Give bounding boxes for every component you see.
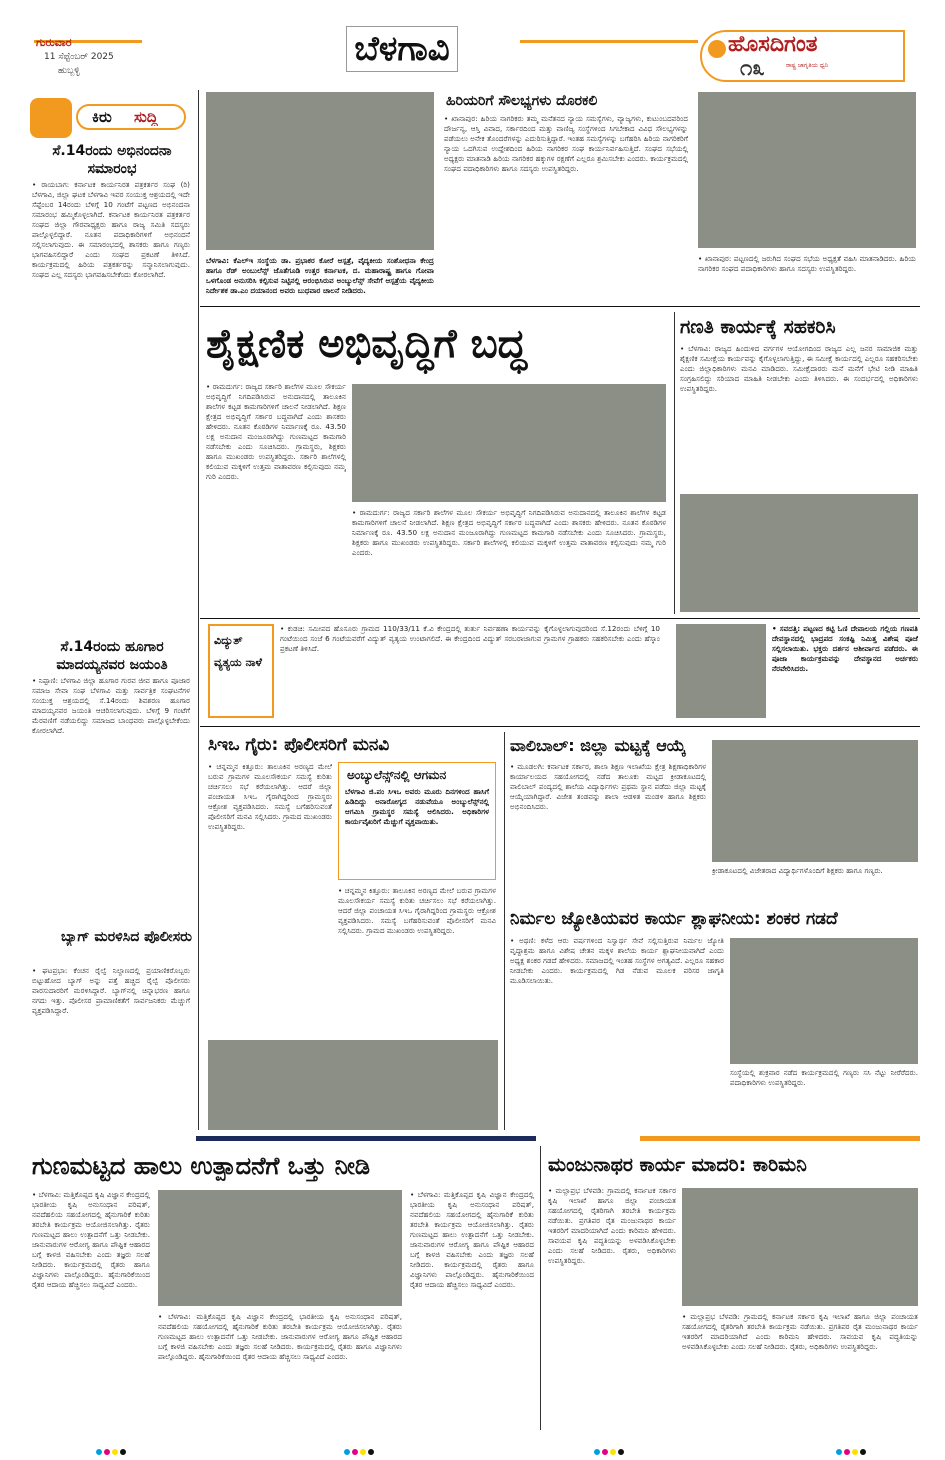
article-ganati: • ಬೆಳಗಾವಿ: ರಾಜ್ಯದ ಹಿಂದುಳಿದ ವರ್ಗಗಳ ಆಯೋಗದಿಂದ ರಾಜ್ಯದ ಎಲ್ಲ ಜನರ ಸಾಮಾಜಿಕ ಮತ್ತು ಶೈಕ್ಷಣಿಕ ಸಮೀಕ್ಷೆಯ ಕಾರ್ಯವನ್ನು ಕೈಗೊಳ್ಳಲಾಗುತ್ತಿದ್ದು, ಈ ಸಮೀಕ್ಷೆ ಕಾರ್ಯದಲ್ಲಿ ಎಲ್ಲರೂ ಸಹಕರಿಸಬೇಕು ಎಂದು ಜಿಲ್ಲಾಧಿಕಾರಿಗಳು ಮನವಿ ಮಾಡಿದರು. ಸಮೀಕ್ಷೆದಾರರು ಮನೆ ಮನೆಗೆ ಭೇಟಿ ನೀಡಿ ಮಾಹಿತಿ ಸಂಗ್ರಹಿಸಲಿದ್ದು ಸರಿಯಾದ ಮಾಹಿತಿ ನೀಡಬೇಕು ಎಂದು ತಿಳಿಸಿದರು. ಈ ಸಂದರ್ಭದಲ್ಲಿ ಅಧಿಕಾರಿಗಳು ಉಪಸ್ಥಿತರಿದ್ದರು.	[680, 344, 918, 393]
headline-volleyball: ವಾಲಿಬಾಲ್: ಜಿಲ್ಲಾ ಮಟ್ಟಕ್ಕೆ ಆಯ್ಕೆ	[510, 736, 687, 755]
edition-name: ಬೆಳಗಾವಿ	[354, 29, 450, 69]
ambulance-caption: ಬೆಳಗಾವಿ: ಕೆಎಲ್‌ಇ ಸಂಸ್ಥೆಯ ಡಾ. ಪ್ರಭಾಕರ ಕೋರೆ ಆಸ್ಪತ್ರೆ, ವೈದ್ಯಕೀಯ ಸಂಶೋಧನಾ ಕೇಂದ್ರ ಹಾಗೂ ರೆಡ್ ಅಂಬುಲೆನ್ಸ್ ಜೊತೆಗೂಡಿ ಉತ್ತರ ಕರ್ನಾಟಕ, ದ. ಮಹಾರಾಷ್ಟ್ರ ಹಾಗೂ ಗೋವಾ ಒಳಗೊಂಡ ಅನುಸರಿಸಿ ಕಲ್ಪಿಸುವ ನಿಟ್ಟಿನಲ್ಲಿ ಆರಂಭಿಸಿರುವ ಅಂಬ್ಯುಲೆನ್ಸ್ ಸೇವೆಗೆ ಆಸ್ಪತ್ರೆಯ ವೈದ್ಯಕೀಯ ನಿರ್ದೇಶಕ ಡಾ.ಎಂ ದಯಾನಂದ ಅವರು ಬುಧವಾರ ಚಾಲನೆ ನೀಡಿದರು.	[206, 256, 434, 295]
article-gunamatta-col3: • ಬೆಳಗಾವಿ: ಮತ್ತಿಕೊಪ್ಪದ ಕೃಷಿ ವಿಜ್ಞಾನ ಕೇಂದ್ರದಲ್ಲಿ ಭಾರತೀಯ ಕೃಷಿ ಅನುಸಂಧಾನ ಪರಿಷತ್, ನವದೆಹಲಿಯ ಸಹಯೋಗದಲ್ಲಿ ಹೈನುಗಾರಿಕೆ ಕುರಿತು ತರಬೇತಿ ಕಾರ್ಯಕ್ರಮ ಆಯೋಜಿಸಲಾಗಿತ್ತು. ರೈತರು ಗುಣಮಟ್ಟದ ಹಾಲು ಉತ್ಪಾದನೆಗೆ ಒತ್ತು ನೀಡಬೇಕು. ಜಾನುವಾರುಗಳ ಆರೋಗ್ಯ ಹಾಗೂ ಪೌಷ್ಟಿಕ ಆಹಾರದ ಬಗ್ಗೆ ಕಾಳಜಿ ವಹಿಸಬೇಕು ಎಂದು ತಜ್ಞರು ಸಲಹೆ ನೀಡಿದರು. ಕಾರ್ಯಕ್ರಮದಲ್ಲಿ ರೈತರು ಹಾಗೂ ವಿಜ್ಞಾನಿಗಳು ಪಾಲ್ಗೊಂಡಿದ್ದರು. ಹೈನುಗಾರಿಕೆಯಿಂದ ರೈತರ ಆದಾಯ ಹೆಚ್ಚಿಸಲು ಸಾಧ್ಯವಿದೆ ಎಂದರು.	[410, 1190, 534, 1289]
manjunath-photo	[682, 1188, 918, 1306]
logo-emblem-icon	[708, 40, 726, 58]
volleyball-caption: ಕ್ರೀಡಾಕೂಟದಲ್ಲಿ ವಿಜೇತರಾದ ವಿದ್ಯಾರ್ಥಿಗಳೊಂದಿಗೆ ಶಿಕ್ಷಕರು ಹಾಗೂ ಗಣ್ಯರು.	[712, 866, 883, 875]
headline-bag: ಬ್ಯಾಗ್ ಮರಳಿಸಿದ ಪೊಲೀಸರು	[60, 929, 192, 945]
column-divider	[198, 90, 199, 1130]
ganati-photo	[680, 494, 918, 612]
logo-text: ಹೊಸದಿಗಂತ	[728, 32, 818, 57]
article-manjunath-cont: • ಮಲ್ಲಾಪ್ರಭ ಬೆಳವಡಿ: ಗ್ರಾಮದಲ್ಲಿ ಕರ್ನಾಟಕ ಸರ್ಕಾರ ಕೃಷಿ ಇಲಾಖೆ ಹಾಗೂ ಜಿಲ್ಲಾ ಪಂಚಾಯತ ಸಹಯೋಗದಲ್ಲಿ ರೈತರಿಗಾಗಿ ತರಬೇತಿ ಕಾರ್ಯಕ್ರಮ ನಡೆಯಿತು. ಪ್ರಗತಿಪರ ರೈತ ಮಂಜುನಾಥರ ಕಾರ್ಯ ಇತರರಿಗೆ ಮಾದರಿಯಾಗಿದೆ ಎಂದು ಕಾರಿಮನಿ ಹೇಳಿದರು. ಸಾವಯವ ಕೃಷಿ ಪದ್ಧತಿಯನ್ನು ಅಳವಡಿಸಿಕೊಳ್ಳಬೇಕು ಎಂದು ಸಲಹೆ ನೀಡಿದರು. ರೈತರು, ಅಧಿಕಾರಿಗಳು ಉಪಸ್ಥಿತರಿದ್ದರು.	[682, 1312, 918, 1351]
kirusuddi-prefix: ಕಿರು	[92, 108, 112, 126]
headline-abhinandane: ಸೆ.14ರಂದು ಅಭಿನಂದನಾ ಸಮಾರಂಭ	[52, 143, 172, 177]
masthead-day: ಗುರುವಾರ	[36, 36, 72, 49]
article-gunamatta: • ಬೆಳಗಾವಿ: ಮತ್ತಿಕೊಪ್ಪದ ಕೃಷಿ ವಿಜ್ಞಾನ ಕೇಂದ್ರದಲ್ಲಿ ಭಾರತೀಯ ಕೃಷಿ ಅನುಸಂಧಾನ ಪರಿಷತ್, ನವದೆಹಲಿಯ ಸಹಯೋಗದಲ್ಲಿ ಹೈನುಗಾರಿಕೆ ಕುರಿತು ತರಬೇತಿ ಕಾರ್ಯಕ್ರಮ ಆಯೋಜಿಸಲಾಗಿತ್ತು. ರೈತರು ಗುಣಮಟ್ಟದ ಹಾಲು ಉತ್ಪಾದನೆಗೆ ಒತ್ತು ನೀಡಬೇಕು. ಜಾನುವಾರುಗಳ ಆರೋಗ್ಯ ಹಾಗೂ ಪೌಷ್ಟಿಕ ಆಹಾರದ ಬಗ್ಗೆ ಕಾಳಜಿ ವಹಿಸಬೇಕು ಎಂದು ತಜ್ಞರು ಸಲಹೆ ನೀಡಿದರು. ಕಾರ್ಯಕ್ರಮದಲ್ಲಿ ರೈತರು ಹಾಗೂ ವಿಜ್ಞಾನಿಗಳು ಪಾಲ್ಗೊಂಡಿದ್ದರು. ಹೈನುಗಾರಿಕೆಯಿಂದ ರೈತರ ಆದಾಯ ಹೆಚ್ಚಿಸಲು ಸಾಧ್ಯವಿದೆ ಎಂದರು.	[32, 1190, 150, 1289]
nirmala-caption: ಸಂಸ್ಥೆಯಲ್ಲಿ ಶುಕ್ರವಾರ ನಡೆದ ಕಾರ್ಯಕ್ರಮದಲ್ಲಿ ಗಣ್ಯರು ಸಸಿ ನೆಟ್ಟು ನೀರೆರೆದರು. ಪದಾಧಿಕಾರಿಗಳು ಉಪಸ್ಥಿತರಿದ್ದರು.	[730, 1068, 918, 1087]
page-number: ೧೩	[740, 56, 765, 81]
headline-hoogara: ಸೆ.14ರಂದು ಹೂಗಾರ ಮಾದಯ್ಯನವರ ಜಯಂತಿ	[56, 639, 168, 673]
shaikshanik-photo	[352, 384, 666, 502]
accent-bar	[520, 40, 698, 43]
hand-point-icon	[30, 98, 72, 138]
headline-hiriyar: ಹಿರಿಯರಿಗೆ ಸೌಲಭ್ಯಗಳು ದೊರಕಲಿ	[446, 93, 598, 109]
divider	[200, 306, 920, 307]
article-shaikshanik: • ರಾಮದುರ್ಗ: ರಾಜ್ಯದ ಸರ್ಕಾರಿ ಶಾಲೆಗಳ ಮೂಲ ಸೌಕರ್ಯ ಅಭಿವೃದ್ಧಿಗೆ ನಿಗದಿಪಡಿಸಿರುವ ಅನುದಾನದಲ್ಲಿ ತಾಲೂಕಿನ ಶಾಲೆಗಳ ಕಟ್ಟಡ ಕಾಮಗಾರಿಗಳಿಗೆ ಚಾಲನೆ ನೀಡಲಾಗಿದೆ. ಶಿಕ್ಷಣ ಕ್ಷೇತ್ರದ ಅಭಿವೃದ್ಧಿಗೆ ಸರ್ಕಾರ ಬದ್ಧವಾಗಿದೆ ಎಂದು ಶಾಸಕರು ಹೇಳಿದರು. ನೂತನ ಕೊಠಡಿಗಳ ನಿರ್ಮಾಣಕ್ಕೆ ರೂ. 43.50 ಲಕ್ಷ ಅನುದಾನ ಮಂಜೂರಾಗಿದ್ದು ಗುಣಮಟ್ಟದ ಕಾಮಗಾರಿ ನಡೆಸಬೇಕು ಎಂದು ಸೂಚಿಸಿದರು. ಗ್ರಾಮಸ್ಥರು, ಶಿಕ್ಷಕರು ಹಾಗೂ ಮುಖಂಡರು ಉಪಸ್ಥಿತರಿದ್ದರು. ಸರ್ಕಾರಿ ಶಾಲೆಗಳಲ್ಲಿ ಕಲಿಯುವ ಮಕ್ಕಳಿಗೆ ಉತ್ತಮ ವಾತಾವರಣ ಕಲ್ಪಿಸುವುದು ನಮ್ಮ ಗುರಿ ಎಂದರು.	[206, 382, 346, 481]
article-hiriyar: • ಖಾನಾಪುರ: ಹಿರಿಯ ನಾಗರಿಕರು ತಮ್ಮ ಮನೆತನದ ನ್ಯಾಯ ಸಮಸ್ಯೆಗಳು, ವ್ಯಾಜ್ಯಗಳು, ಕುಟುಂಬದವರಿಂದ ದೌರ್ಜನ್ಯ, ಆಸ್ತಿ ವಿವಾದ, ಸರ್ಕಾರದಿಂದ ಮತ್ತು ವಾಣಿಜ್ಯ ಸಂಸ್ಥೆಗಳಿಂದ ಸಿಗಬೇಕಾದ ವಿವಿಧ ಸೌಲಭ್ಯಗಳನ್ನು ಪಡೆಯಲು ಅನೇಕ ತೊಂದರೆಗಳನ್ನು ಎದುರಿಸುತ್ತಿದ್ದಾರೆ. ಇಂತಹ ಸಮಸ್ಯೆಗಳನ್ನು ಬಗೆಹರಿಸಿ ಹಿರಿಯ ನಾಗರಿಕರಿಗೆ ನ್ಯಾಯ ಒದಗಿಸುವ ಉದ್ದೇಶದಿಂದ ಹಿರಿಯ ನಾಗರಿಕರ ಸಂಘ ಕಾರ್ಯನಿರ್ವಹಿಸುತ್ತಿದೆ. ಸಂಘದ ಸಭೆಯಲ್ಲಿ ಅಧ್ಯಕ್ಷರು ಮಾತನಾಡಿ ಹಿರಿಯ ನಾಗರಿಕರ ಹಕ್ಕುಗಳ ರಕ್ಷಣೆಗೆ ಎಲ್ಲರೂ ಶ್ರಮಿಸಬೇಕು ಎಂದರು. ಕಾರ್ಯಕ್ರಮದಲ್ಲಿ ಸಂಘದ ಪದಾಧಿಕಾರಿಗಳು ಹಾಗೂ ಸದಸ್ಯರು ಉಪಸ್ಥಿತರಿದ್ದರು.	[444, 114, 688, 173]
registration-dots	[344, 1440, 376, 1459]
article-ambulance: ಬೆಳಗಾವಿ ಜಿ.ಪಂ ಸಿಇಒ ಅವರು ಮೂರು ದಿನಗಳಿಂದ ಹಾಸಿಗೆ ಹಿಡಿದಿದ್ದು ಅನಾರೋಗ್ಯದ ನಡುವೆಯೂ ಅಂಬ್ಯುಲೆನ್ಸ್‌ನಲ್ಲಿ ಆಗಮಿಸಿ ಗ್ರಾಮಸ್ಥರ ಸಮಸ್ಯೆ ಆಲಿಸಿದರು. ಅಧಿಕಾರಿಗಳ ಕಾರ್ಯವೈಖರಿಗೆ ಮೆಚ್ಚುಗೆ ವ್ಯಕ್ತವಾಯಿತು.	[345, 787, 489, 826]
article-manjunath: • ಮಲ್ಲಾಪ್ರಭ ಬೆಳವಡಿ: ಗ್ರಾಮದಲ್ಲಿ ಕರ್ನಾಟಕ ಸರ್ಕಾರ ಕೃಷಿ ಇಲಾಖೆ ಹಾಗೂ ಜಿಲ್ಲಾ ಪಂಚಾಯತ ಸಹಯೋಗದಲ್ಲಿ ರೈತರಿಗಾಗಿ ತರಬೇತಿ ಕಾರ್ಯಕ್ರಮ ನಡೆಯಿತು. ಪ್ರಗತಿಪರ ರೈತ ಮಂಜುನಾಥರ ಕಾರ್ಯ ಇತರರಿಗೆ ಮಾದರಿಯಾಗಿದೆ ಎಂದು ಕಾರಿಮನಿ ಹೇಳಿದರು. ಸಾವಯವ ಕೃಷಿ ಪದ್ಧತಿಯನ್ನು ಅಳವಡಿಸಿಕೊಳ್ಳಬೇಕು ಎಂದು ಸಲಹೆ ನೀಡಿದರು. ರೈತರು, ಅಧಿಕಾರಿಗಳು ಉಪಸ್ಥಿತರಿದ್ದರು.	[548, 1186, 676, 1265]
registration-dots	[836, 1440, 868, 1459]
kirusuddi-suffix: ಸುದ್ದಿ	[134, 108, 158, 126]
article-siiela-cont: • ಚನ್ನಮ್ಮನ ಕಿತ್ತೂರು: ತಾಲೂಕಿನ ಅರಣ್ಯದ ಮೇಲೆ ಬರುವ ಗ್ರಾಮಗಳ ಮೂಲಸೌಕರ್ಯ ಸಮಸ್ಯೆ ಕುರಿತು ಚರ್ಚಿಸಲು ಸಭೆ ಕರೆಯಲಾಗಿತ್ತು. ಆದರೆ ಜಿಲ್ಲಾ ಪಂಚಾಯತ ಸಿಇಒ ಗೈರಾಗಿದ್ದರಿಂದ ಗ್ರಾಮಸ್ಥರು ಆಕ್ರೋಶ ವ್ಯಕ್ತಪಡಿಸಿದರು. ಸಮಸ್ಯೆ ಬಗೆಹರಿಸುವಂತೆ ಪೊಲೀಸರಿಗೆ ಮನವಿ ಸಲ್ಲಿಸಿದರು. ಗ್ರಾಮದ ಮುಖಂಡರು ಉಪಸ್ಥಿತರಿದ್ದರು.	[338, 886, 496, 935]
gunamatta-photo	[158, 1190, 402, 1306]
divider	[200, 726, 920, 727]
vidyut-label: ವಿದ್ಯುತ್ ವ್ಯತ್ಯಯ ನಾಳೆ	[214, 634, 262, 669]
masthead-city: ಹುಬ್ಬಳ್ಳಿ	[58, 66, 80, 76]
column-divider	[504, 732, 505, 1130]
divider	[200, 618, 920, 619]
ambulance-box	[338, 762, 496, 880]
volleyball-photo	[712, 740, 918, 862]
article-hoogara: • ನಿಪ್ಪಾಣಿ: ಬೆಳಗಾವಿ ಜಿಲ್ಲಾ ಹೂಗಾರ ಗುರವ ಜೀವ ಹಾಗೂ ಪೂಜಾರ ಸಮಾಜ ಸೇವಾ ಸಂಘ ಬೆಳಗಾವಿ ಮತ್ತು ಸಾರ್ವತ್ರಿಕ ಸಂಘಟನೆಗಳ ಸಂಯುಕ್ತ ಆಶ್ರಯದಲ್ಲಿ ಸೆ.14ರಂದು ಶಿವಶರಣ ಹೂಗಾರ ಮಾದಯ್ಯನವರ ಜಯಂತಿ ಆಚರಿಸಲಾಗುವುದು. ಬೆಳಿಗ್ಗೆ 9 ಗಂಟೆಗೆ ಮೆರವಣಿಗೆ ನಡೆಯಲಿದ್ದು ಸಮಾಜದ ಬಾಂಧವರು ಪಾಲ್ಗೊಳ್ಳಬೇಕೆಂದು ಕೋರಲಾಗಿದೆ.	[32, 676, 190, 735]
article-vidyut: • ಕುಡಚಿ: ಸಮೀಪದ ಹೊಸೂರು ಗ್ರಾಮದ 110/33/11 ಕೆ.ವಿ ಕೇಂದ್ರದಲ್ಲಿ ತುರ್ತು ನಿರ್ವಹಣಾ ಕಾರ್ಯವನ್ನು ಕೈಗೊಳ್ಳಲಾಗುವುದರಿಂದ ಸೆ.12ರಂದು ಬೆಳಿಗ್ಗೆ 10 ಗಂಟೆಯಿಂದ ಸಂಜೆ 6 ಗಂಟೆಯವರೆಗೆ ವಿದ್ಯುತ್ ವ್ಯತ್ಯಯ ಉಂಟಾಗಲಿದೆ. ಈ ಕೇಂದ್ರದಿಂದ ವಿದ್ಯುತ್ ಸರಬರಾಜಾಗುವ ಗ್ರಾಮಗಳ ಗ್ರಾಹಕರು ಸಹಕರಿಸಬೇಕು ಎಂದು ಹೆಸ್ಕಾಂ ಪ್ರಕಟಣೆ ತಿಳಿಸಿದೆ.	[280, 624, 660, 653]
headline-ambulance: ಅಂಬ್ಯುಲೆನ್ಸ್‌ನಲ್ಲಿ ಆಗಮನ	[347, 768, 447, 782]
article-abhinandane: • ರಾಯಬಾಗ: ಕರ್ನಾಟಕ ಕಾರ್ಯನಿರತ ಪತ್ರಕರ್ತರ ಸಂಘ (ರಿ) ಬೆಳಗಾವಿ, ಜಿಲ್ಲಾ ಘಟಕ ಬೆಳಗಾವಿ ಇವರ ಸಂಯುಕ್ತ ಆಶ್ರಯದಲ್ಲಿ ಇದೇ ಸೆಪ್ಟೆಂಬರ 14ರಂದು ಬೆಳಿಗ್ಗೆ 10 ಗಂಟೆಗೆ ಪಟ್ಟಣದ ಅಭಿನಂದನಾ ಸಮಾರಂಭ ಹಮ್ಮಿಕೊಳ್ಳಲಾಗಿದೆ. ಕರ್ನಾಟಕ ಕಾರ್ಯನಿರತ ಪತ್ರಕರ್ತರ ಸಂಘದ ಜಿಲ್ಲಾ ಗೌರವಾಧ್ಯಕ್ಷರು ಹಾಗೂ ರಾಜ್ಯ ಸಮಿತಿ ಸದಸ್ಯರು ಪಾಲ್ಗೊಳ್ಳಲಿದ್ದಾರೆ. ನೂತನ ಪದಾಧಿಕಾರಿಗಳಿಗೆ ಅಭಿನಂದನೆ ಸಲ್ಲಿಸಲಾಗುವುದು. ಈ ಸಮಾರಂಭದಲ್ಲಿ ಶಾಸಕರು ಹಾಗೂ ಗಣ್ಯರು ಭಾಗವಹಿಸಲಿದ್ದಾರೆ ಎಂದು ಸಂಘದ ಪ್ರಕಟಣೆ ತಿಳಿಸಿದೆ. ಕಾರ್ಯಕ್ರಮದಲ್ಲಿ ಹಿರಿಯ ಪತ್ರಕರ್ತರನ್ನು ಸನ್ಮಾನಿಸಲಾಗುವುದು. ಸಂಘದ ಎಲ್ಲ ಸದಸ್ಯರು ಭಾಗವಹಿಸಬೇಕೆಂದು ಕೋರಲಾಗಿದೆ.	[32, 180, 190, 279]
accent-bar	[640, 1136, 920, 1141]
accent-bar	[196, 1136, 536, 1141]
logo-tag: ರಾಷ್ಟ್ರ ಜಾಗೃತಿಯ ಧ್ವನಿ	[786, 62, 829, 69]
article-nirmala: • ಅಥಣಿ: ಕಳೆದ ಆರು ವರ್ಷಗಳಿಂದ ನಿಸ್ವಾರ್ಥ ಸೇವೆ ಸಲ್ಲಿಸುತ್ತಿರುವ ನಿರ್ಮಲ ಜ್ಯೋತಿ ವೃದ್ಧಾಶ್ರಮ ಹಾಗೂ ವಿಶೇಷ ಚೇತನ ಮಕ್ಕಳ ಶಾಲೆಯ ಕಾರ್ಯ ಶ್ಲಾಘನೀಯವಾಗಿದೆ ಎಂದು ಅಧ್ಯಕ್ಷ ಶಂಕರ ಗಡದೆ ಹೇಳಿದರು. ಸಮಾಜದಲ್ಲಿ ಇಂತಹ ಸಂಸ್ಥೆಗಳ ಅಗತ್ಯವಿದೆ. ಎಲ್ಲರೂ ಸಹಕಾರ ನೀಡಬೇಕು ಎಂದರು. ಕಾರ್ಯಕ್ರಮದಲ್ಲಿ ಗಿಡ ನೆಡುವ ಮೂಲಕ ಪರಿಸರ ಜಾಗೃತಿ ಮೂಡಿಸಲಾಯಿತು.	[510, 936, 724, 985]
ganapati-photo	[676, 624, 766, 718]
hiriyar-caption: • ಖಾನಾಪುರ: ಪಟ್ಟಣದಲ್ಲಿ ಜರುಗಿದ ಸಂಘದ ಸಭೆಯ ಅಧ್ಯಕ್ಷತೆ ವಹಿಸಿ ಮಾತನಾಡಿದರು. ಹಿರಿಯ ನಾಗರಿಕರ ಸಂಘದ ಪದಾಧಿಕಾರಿಗಳು ಹಾಗೂ ಸದಸ್ಯರು ಉಪಸ್ಥಿತರಿದ್ದರು.	[698, 254, 916, 273]
nirmala-photo	[730, 938, 918, 1064]
kirusuddi-banner	[30, 96, 188, 140]
headline-nirmala: ನಿರ್ಮಲ ಜ್ಯೋತಿಯವರ ಕಾರ್ಯ ಶ್ಲಾಘನೀಯ: ಶಂಕರ ಗಡದೆ	[510, 909, 838, 929]
siiela-photo	[208, 1040, 498, 1130]
article-gunamatta-cont: • ಬೆಳಗಾವಿ: ಮತ್ತಿಕೊಪ್ಪದ ಕೃಷಿ ವಿಜ್ಞಾನ ಕೇಂದ್ರದಲ್ಲಿ ಭಾರತೀಯ ಕೃಷಿ ಅನುಸಂಧಾನ ಪರಿಷತ್, ನವದೆಹಲಿಯ ಸಹಯೋಗದಲ್ಲಿ ಹೈನುಗಾರಿಕೆ ಕುರಿತು ತರಬೇತಿ ಕಾರ್ಯಕ್ರಮ ಆಯೋಜಿಸಲಾಗಿತ್ತು. ರೈತರು ಗುಣಮಟ್ಟದ ಹಾಲು ಉತ್ಪಾದನೆಗೆ ಒತ್ತು ನೀಡಬೇಕು. ಜಾನುವಾರುಗಳ ಆರೋಗ್ಯ ಹಾಗೂ ಪೌಷ್ಟಿಕ ಆಹಾರದ ಬಗ್ಗೆ ಕಾಳಜಿ ವಹಿಸಬೇಕು ಎಂದು ತಜ್ಞರು ಸಲಹೆ ನೀಡಿದರು. ಕಾರ್ಯಕ್ರಮದಲ್ಲಿ ರೈತರು ಹಾಗೂ ವಿಜ್ಞಾನಿಗಳು ಪಾಲ್ಗೊಂಡಿದ್ದರು. ಹೈನುಗಾರಿಕೆಯಿಂದ ರೈತರ ಆದಾಯ ಹೆಚ್ಚಿಸಲು ಸಾಧ್ಯವಿದೆ ಎಂದರು.	[158, 1312, 402, 1361]
column-divider	[674, 312, 675, 614]
vidyut-label-box	[208, 624, 274, 718]
article-volleyball: • ಮೂಡಲಗಿ: ಕರ್ನಾಟಕ ಸರ್ಕಾರ, ಶಾಲಾ ಶಿಕ್ಷಣ ಇಲಾಖೆಯ ಕ್ಷೇತ್ರ ಶಿಕ್ಷಣಾಧಿಕಾರಿಗಳ ಕಾರ್ಯಾಲಯದ ಸಹಯೋಗದಲ್ಲಿ ನಡೆದ ತಾಲೂಕು ಮಟ್ಟದ ಕ್ರೀಡಾಕೂಟದಲ್ಲಿ ವಾಲಿಬಾಲ್ ಪಂದ್ಯದಲ್ಲಿ ಶಾಲೆಯ ವಿದ್ಯಾರ್ಥಿಗಳು ಪ್ರಥಮ ಸ್ಥಾನ ಪಡೆದು ಜಿಲ್ಲಾ ಮಟ್ಟಕ್ಕೆ ಆಯ್ಕೆಯಾಗಿದ್ದಾರೆ. ವಿಜೇತ ತಂಡವನ್ನು ಶಾಲಾ ಆಡಳಿತ ಮಂಡಳಿ ಹಾಗೂ ಶಿಕ್ಷಕರು ಅಭಿನಂದಿಸಿದರು.	[510, 762, 706, 811]
column-divider	[540, 1146, 541, 1430]
hiriyar-photo	[698, 92, 916, 248]
headline-gunamatta: ಗುಣಮಟ್ಟದ ಹಾಲು ಉತ್ಪಾದನೆಗೆ ಒತ್ತು ನೀಡಿ	[32, 1152, 370, 1180]
registration-dots	[96, 1440, 128, 1459]
article-siiela: • ಚನ್ನಮ್ಮನ ಕಿತ್ತೂರು: ತಾಲೂಕಿನ ಅರಣ್ಯದ ಮೇಲೆ ಬರುವ ಗ್ರಾಮಗಳ ಮೂಲಸೌಕರ್ಯ ಸಮಸ್ಯೆ ಕುರಿತು ಚರ್ಚಿಸಲು ಸಭೆ ಕರೆಯಲಾಗಿತ್ತು. ಆದರೆ ಜಿಲ್ಲಾ ಪಂಚಾಯತ ಸಿಇಒ ಗೈರಾಗಿದ್ದರಿಂದ ಗ್ರಾಮಸ್ಥರು ಆಕ್ರೋಶ ವ್ಯಕ್ತಪಡಿಸಿದರು. ಸಮಸ್ಯೆ ಬಗೆಹರಿಸುವಂತೆ ಪೊಲೀಸರಿಗೆ ಮನವಿ ಸಲ್ಲಿಸಿದರು. ಗ್ರಾಮದ ಮುಖಂಡರು ಉಪಸ್ಥಿತರಿದ್ದರು.	[208, 762, 332, 831]
headline-manjunath: ಮಂಜುನಾಥರ ಕಾರ್ಯ ಮಾದರಿ: ಕಾರಿಮನಿ	[548, 1154, 807, 1176]
article-bag: • ಘಟಪ್ರಭಾ: ಕೆಂಚನ ರೈಲ್ವೆ ನಿಲ್ದಾಣದಲ್ಲಿ ಪ್ರಯಾಣಿಕರೊಬ್ಬರು ಬಿಟ್ಟುಹೋದ ಬ್ಯಾಗ್ ಅನ್ನು ಪತ್ತೆ ಹಚ್ಚಿದ ರೈಲ್ವೆ ಪೊಲೀಸರು ವಾರಸುದಾರರಿಗೆ ಮರಳಿಸಿದ್ದಾರೆ. ಬ್ಯಾಗ್‌ನಲ್ಲಿ ಚಿನ್ನಾಭರಣ ಹಾಗೂ ನಗದು ಇತ್ತು. ಪೊಲೀಸರ ಪ್ರಾಮಾಣಿಕತೆಗೆ ಸಾರ್ವಜನಿಕರು ಮೆಚ್ಚುಗೆ ವ್ಯಕ್ತಪಡಿಸಿದ್ದಾರೆ.	[32, 966, 190, 1015]
headline-shaikshanik: ಶೈಕ್ಷಣಿಕ ಅಭಿವೃದ್ಧಿಗೆ ಬದ್ಧ	[206, 321, 527, 367]
article-shaikshanik-cont: • ರಾಮದುರ್ಗ: ರಾಜ್ಯದ ಸರ್ಕಾರಿ ಶಾಲೆಗಳ ಮೂಲ ಸೌಕರ್ಯ ಅಭಿವೃದ್ಧಿಗೆ ನಿಗದಿಪಡಿಸಿರುವ ಅನುದಾನದಲ್ಲಿ ತಾಲೂಕಿನ ಶಾಲೆಗಳ ಕಟ್ಟಡ ಕಾಮಗಾರಿಗಳಿಗೆ ಚಾಲನೆ ನೀಡಲಾಗಿದೆ. ಶಿಕ್ಷಣ ಕ್ಷೇತ್ರದ ಅಭಿವೃದ್ಧಿಗೆ ಸರ್ಕಾರ ಬದ್ಧವಾಗಿದೆ ಎಂದು ಶಾಸಕರು ಹೇಳಿದರು. ನೂತನ ಕೊಠಡಿಗಳ ನಿರ್ಮಾಣಕ್ಕೆ ರೂ. 43.50 ಲಕ್ಷ ಅನುದಾನ ಮಂಜೂರಾಗಿದ್ದು ಗುಣಮಟ್ಟದ ಕಾಮಗಾರಿ ನಡೆಸಬೇಕು ಎಂದು ಸೂಚಿಸಿದರು. ಗ್ರಾಮಸ್ಥರು, ಶಿಕ್ಷಕರು ಹಾಗೂ ಮುಖಂಡರು ಉಪಸ್ಥಿತರಿದ್ದರು. ಸರ್ಕಾರಿ ಶಾಲೆಗಳಲ್ಲಿ ಕಲಿಯುವ ಮಕ್ಕಳಿಗೆ ಉತ್ತಮ ವಾತಾವರಣ ಕಲ್ಪಿಸುವುದು ನಮ್ಮ ಗುರಿ ಎಂದರು.	[352, 508, 666, 557]
savadatti-caption: • ಸವದತ್ತಿ: ಪಟ್ಟಣದ ಕಟ್ಟಿ ಓಣಿ ದೇವಾಲಯ ಗಲ್ಲಿಯ ಗಣಪತಿ ದೇವಸ್ಥಾನದಲ್ಲಿ ಭಾದ್ರಪದ ಸಂಕಷ್ಟಿ ನಿಮಿತ್ತ ವಿಶೇಷ ಪೂಜೆ ಸಲ್ಲಿಸಲಾಯಿತು. ಭಕ್ತರು ದರ್ಶನ ಆಶೀರ್ವಾದ ಪಡೆದರು. ಈ ಪೂಜಾ ಕಾರ್ಯಕ್ರಮವನ್ನು ದೇವಸ್ಥಾನದ ಅರ್ಚಕರು ನೆರವೇರಿಸಿದರು.	[772, 624, 918, 673]
headline-siiela: ಸಿಇಒ ಗೈರು: ಪೊಲೀಸರಿಗೆ ಮನವಿ	[208, 735, 390, 755]
ambulance-photo	[206, 92, 434, 250]
masthead-date: 11 ಸೆಪ್ಟೆಂಬರ್ 2025	[44, 52, 114, 62]
headline-ganati: ಗಣತಿ ಕಾರ್ಯಕ್ಕೆ ಸಹಕರಿಸಿ	[680, 316, 836, 338]
masthead	[0, 0, 945, 88]
registration-dots	[594, 1440, 626, 1459]
